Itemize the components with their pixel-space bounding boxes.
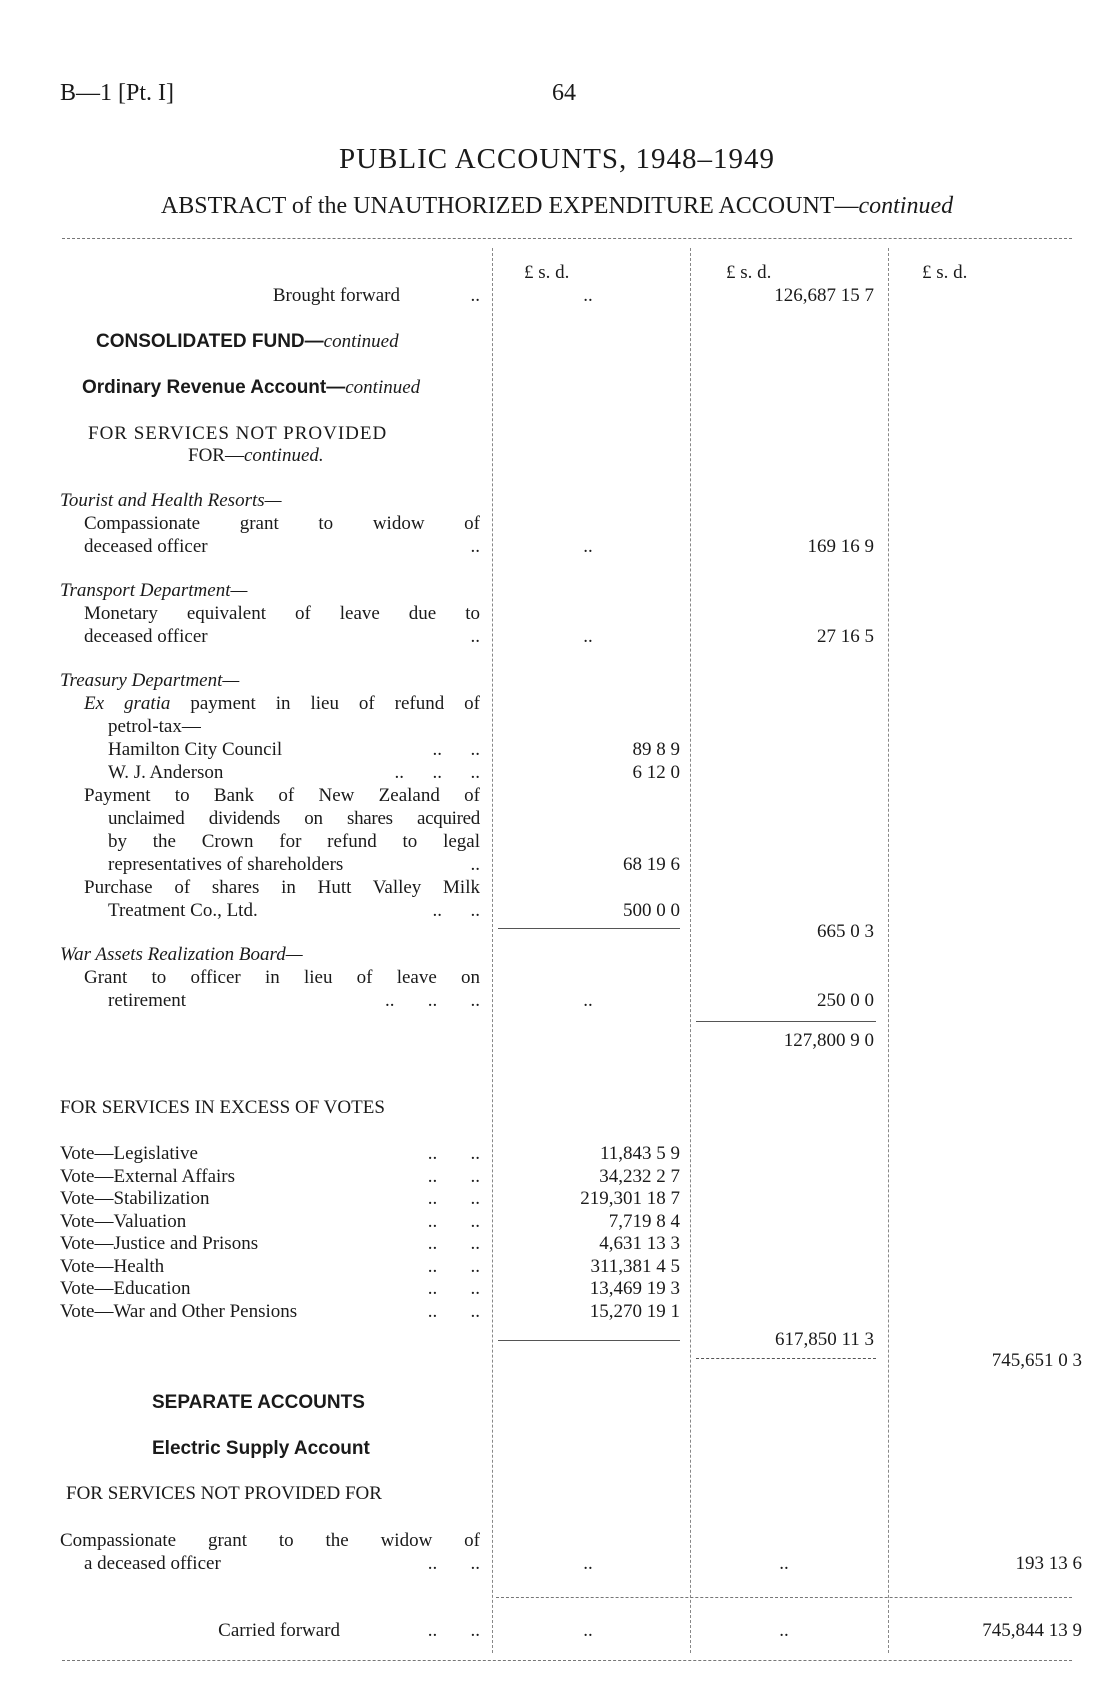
leader-dots: .. ..	[427, 1278, 480, 1299]
leader-dots: .. ..	[432, 900, 480, 921]
vote-row	[0, 1188, 1114, 1211]
vote-amount: 11,843 5 9	[599, 1143, 680, 1164]
purchase-line2: Treatment Co., Ltd.	[108, 900, 258, 921]
leader-dots: .. .. ..	[385, 990, 480, 1011]
leader-dots: .. ..	[427, 1233, 480, 1254]
ex-gratia: Ex gratia	[84, 693, 171, 714]
vote-label: Vote—Justice and Prisons	[60, 1233, 259, 1254]
vote-label: Vote—Education	[60, 1278, 191, 1299]
leader-dots: ..	[470, 854, 480, 875]
carried-forward-c1: ..	[583, 1620, 593, 1641]
services-not-provided-line2	[188, 445, 324, 467]
vote-row	[0, 1233, 1114, 1256]
votes-subtotal-row	[0, 1329, 1114, 1352]
separate-c1: ..	[583, 1553, 593, 1574]
separate-services-heading: FOR SERVICES NOT PROVIDED FOR	[66, 1483, 382, 1504]
treasury-line2: petrol-tax—	[108, 716, 201, 737]
leader-dots: .. ..	[427, 1300, 480, 1322]
votes-subtotal-c2: 617,850 11 3	[774, 1329, 874, 1350]
consolidated-fund-text: CONSOLIDATED FUND—	[96, 331, 324, 352]
tourist-line2: deceased officer	[84, 536, 208, 557]
anderson-label: W. J. Anderson	[108, 762, 224, 783]
leader-dots: .. ..	[427, 1143, 480, 1164]
vote-row	[0, 1143, 1114, 1166]
page-subtitle	[0, 193, 1114, 220]
carried-forward-row	[0, 1620, 1114, 1643]
brought-forward-label: Brought forward	[272, 285, 400, 306]
transport-line1: Monetary equivalent of leave due to	[84, 603, 480, 624]
ordinary-revenue-suffix: continued	[345, 377, 421, 398]
transport-c1: ..	[583, 626, 593, 647]
payment-line1: Payment to Bank of New Zealand of	[84, 785, 480, 806]
excess-heading: FOR SERVICES IN EXCESS OF VOTES	[60, 1097, 385, 1118]
treasury-subtotal-c2: 665 0 3	[817, 921, 874, 942]
consolidated-fund-heading	[96, 331, 399, 353]
payment-line4: representatives of shareholders	[108, 854, 344, 875]
vote-label: Vote—War and Other Pensions	[60, 1300, 298, 1322]
anderson-c1: 6 12 0	[632, 762, 680, 783]
ordinary-revenue-text: Ordinary Revenue Account—	[82, 377, 346, 398]
transport-c2: 27 16 5	[817, 626, 874, 647]
leader-dots: .. ..	[427, 1255, 480, 1277]
vote-label: Vote—Health	[60, 1255, 165, 1277]
leader-dots: ..	[470, 626, 480, 647]
vote-row	[0, 1166, 1114, 1189]
vote-label: Vote—Valuation	[60, 1210, 187, 1232]
tourist-c1: ..	[583, 536, 593, 557]
vote-amount: 15,270 19 1	[589, 1300, 680, 1322]
hamilton-c1: 89 8 9	[632, 739, 680, 760]
not-provided-total-c2: 127,800 9 0	[783, 1030, 874, 1051]
services-line2-suffix: continued.	[243, 445, 324, 466]
separate-c3: 193 13 6	[1015, 1553, 1082, 1574]
subtitle-suffix: continued	[858, 193, 954, 219]
top-rule	[62, 238, 1072, 239]
leader-dots: .. ..	[427, 1210, 480, 1232]
vote-row	[0, 1256, 1114, 1279]
leader-dots: .. .. ..	[394, 762, 480, 783]
separate-c2: ..	[779, 1553, 789, 1574]
page-title: PUBLIC ACCOUNTS, 1948–1949	[338, 143, 776, 175]
vote-row	[0, 1211, 1114, 1234]
vote-amount: 34,232 2 7	[599, 1165, 680, 1187]
treasury-line1-rest: payment in lieu of refund of	[170, 693, 480, 714]
payment-row	[0, 854, 1114, 877]
leader-dots: ..	[470, 536, 480, 557]
vote-label: Vote—Stabilization	[60, 1188, 210, 1209]
separate-row	[0, 1553, 1114, 1576]
vote-label: Vote—External Affairs	[60, 1165, 236, 1187]
treasury-heading: Treasury Department—	[60, 670, 240, 691]
vote-amount: 4,631 13 3	[599, 1233, 680, 1254]
column-header-2: £ s. d.	[726, 262, 772, 283]
separate-line1: Compassionate grant to the widow of	[60, 1530, 480, 1551]
consolidated-fund-suffix: continued	[323, 331, 399, 352]
vote-row	[0, 1301, 1114, 1324]
not-provided-total-row	[0, 1030, 1114, 1053]
treasury-subtotal-row	[0, 921, 1114, 944]
war-assets-row	[0, 990, 1114, 1013]
grand-total-row	[0, 1350, 1114, 1373]
leader-dots: ..	[470, 285, 480, 306]
tourist-heading: Tourist and Health Resorts—	[60, 490, 282, 511]
leader-dots: .. ..	[427, 1553, 480, 1574]
column-header-3: £ s. d.	[922, 262, 968, 283]
transport-line2: deceased officer	[84, 626, 208, 647]
vote-amount: 13,469 19 3	[589, 1278, 680, 1299]
brought-forward-c2: 126,687 15 7	[774, 285, 874, 306]
brought-forward-row	[0, 285, 1114, 308]
vote-row	[0, 1278, 1114, 1301]
page-number: 64	[552, 80, 576, 106]
grand-total-c3: 745,651 0 3	[991, 1350, 1082, 1371]
anderson-row	[0, 762, 1114, 785]
carried-forward-c3: 745,844 13 9	[982, 1620, 1082, 1641]
vote-amount: 311,381 4 5	[590, 1255, 680, 1277]
payment-line3: by the Crown for refund to legal	[108, 831, 480, 852]
carried-forward-c2: ..	[779, 1620, 789, 1641]
purchase-row	[0, 900, 1114, 923]
vote-amount: 219,301 18 7	[580, 1188, 680, 1209]
brought-forward-c1: ..	[583, 285, 593, 306]
separate-line2: a deceased officer	[84, 1553, 221, 1574]
tourist-row	[0, 536, 1114, 559]
carried-forward-label: Carried forward	[218, 1620, 340, 1641]
column-header-1: £ s. d.	[524, 262, 570, 283]
purchase-line1: Purchase of shares in Hutt Valley Milk	[84, 877, 480, 898]
electric-supply-heading: Electric Supply Account	[152, 1438, 370, 1459]
leader-dots: .. ..	[427, 1188, 480, 1209]
hamilton-label: Hamilton City Council	[108, 739, 283, 760]
subtitle-main: ABSTRACT of the UNAUTHORIZED EXPENDITURE ACCOUNT—	[160, 193, 859, 219]
vote-amount: 7,719 8 4	[608, 1210, 680, 1232]
hamilton-row	[0, 739, 1114, 762]
ordinary-revenue-heading	[82, 377, 420, 399]
carried-forward-rule	[496, 1597, 1072, 1598]
transport-row	[0, 626, 1114, 649]
services-line2-text: FOR—	[188, 445, 244, 466]
treasury-line1	[84, 693, 480, 715]
services-not-provided-line1: FOR SERVICES NOT PROVIDED	[88, 423, 388, 444]
payment-line2: unclaimed dividends on shares acquired	[108, 808, 480, 829]
purchase-c1: 500 0 0	[623, 900, 680, 921]
tourist-c2: 169 16 9	[807, 536, 874, 557]
war-assets-line1: Grant to officer in lieu of leave on	[84, 967, 480, 988]
war-assets-c2: 250 0 0	[817, 990, 874, 1011]
bottom-rule	[62, 1660, 1072, 1661]
war-assets-line2: retirement	[108, 990, 187, 1011]
leader-dots: .. ..	[427, 1620, 480, 1641]
war-assets-heading: War Assets Realization Board—	[60, 944, 303, 965]
document-reference: B—1 [Pt. I]	[60, 80, 174, 106]
vote-label: Vote—Legislative	[60, 1143, 198, 1164]
not-provided-total-rule	[696, 1021, 876, 1022]
war-assets-c1: ..	[583, 990, 593, 1011]
leader-dots: .. ..	[427, 1165, 480, 1187]
separate-accounts-heading: SEPARATE ACCOUNTS	[152, 1392, 365, 1413]
transport-heading: Transport Department—	[60, 580, 248, 601]
leader-dots: .. ..	[432, 739, 480, 760]
payment-c1: 68 19 6	[623, 854, 680, 875]
tourist-line1: Compassionate grant to widow of	[84, 513, 480, 534]
